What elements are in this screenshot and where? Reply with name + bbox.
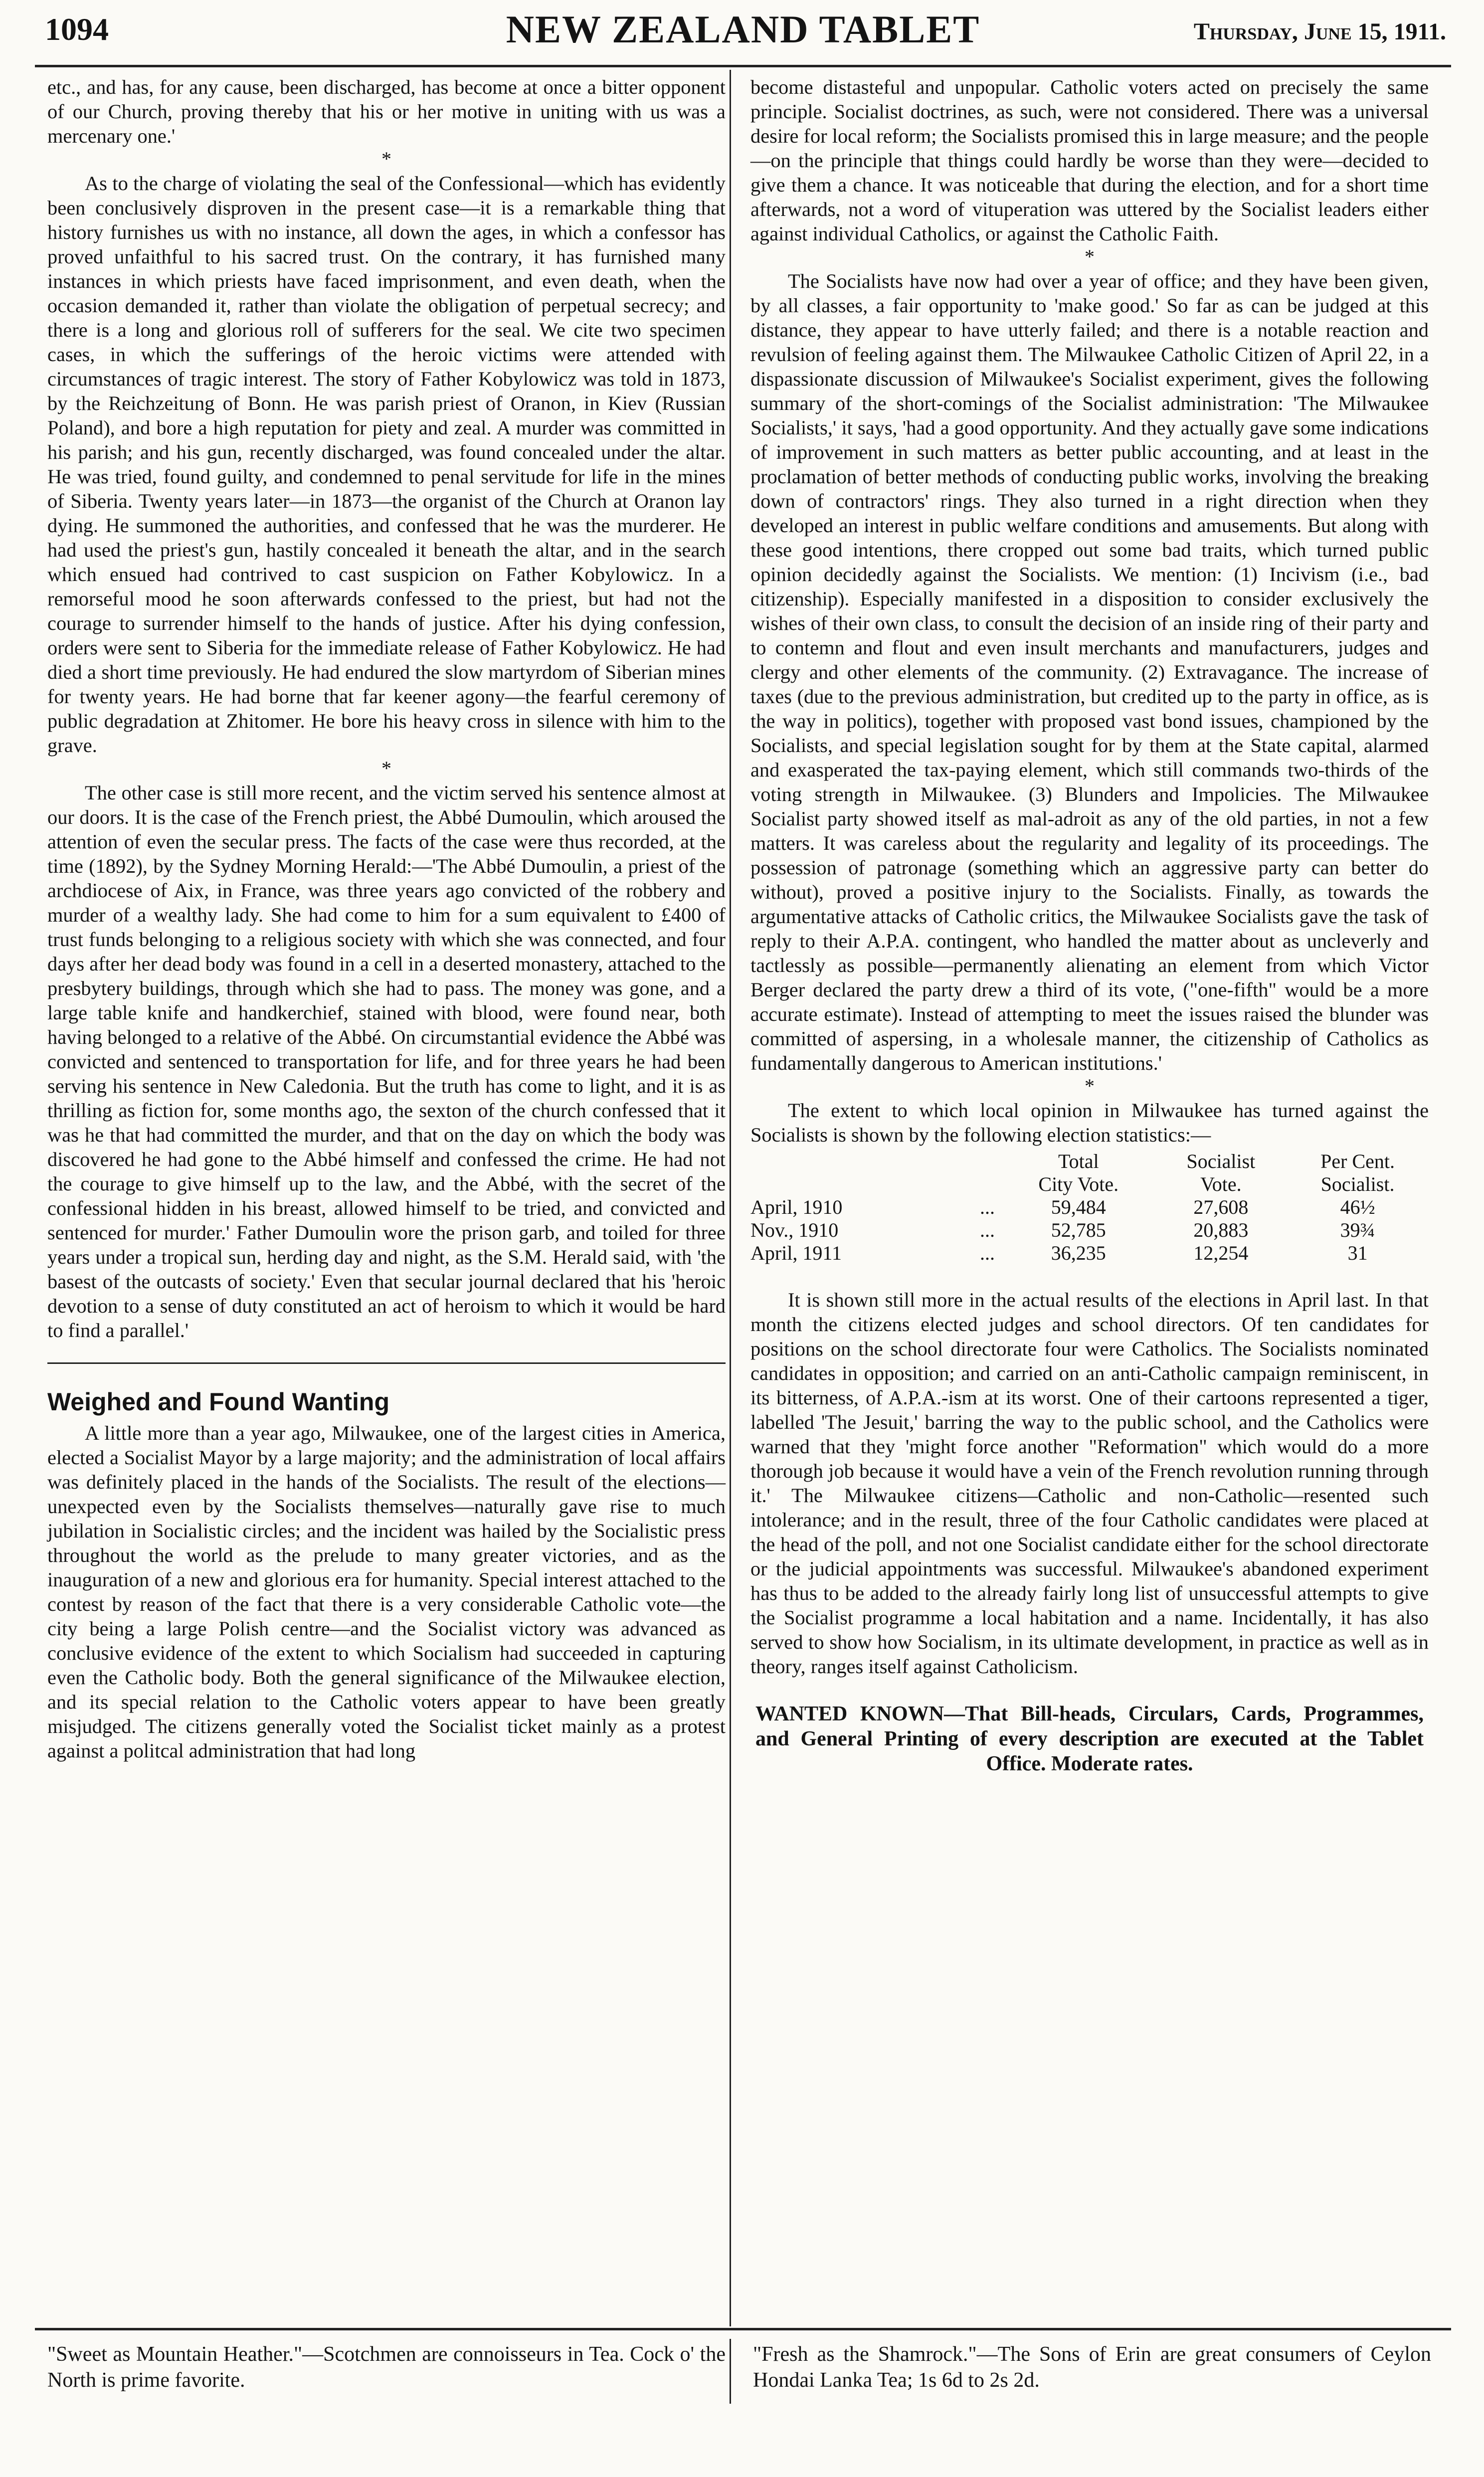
footer-divider [730,2339,731,2404]
table-header-cell: Per Cent. Socialist. [1320,1150,1395,1195]
article-paragraph: become distasteful and unpopular. Catholic voters acted on precisely the same principle. Socialist doctrines, as such, were not considered. There was a universal desire for local reform; the Socialists promised this in large measure; and the people—on the principle that things could hardly be worse than they were—decided to give them a chance. It was noticeable that during the election, and for a short time afterwards, not a word of vituperation was uttered by the Socialist leaders either against individual Catholics, or against the Catholic Faith. [750,76,1429,245]
table-cell: Nov., 1910 [750,1219,839,1241]
masthead-rule [35,65,1451,67]
section-star: * [1085,1075,1095,1097]
table-cell: 27,608 [1193,1196,1249,1218]
table-cell: 20,883 [1193,1219,1249,1241]
table-header-cell: Total City Vote. [1038,1150,1119,1195]
section-heading: Weighed and Found Wanting [47,1388,390,1416]
advertisement-text: WANTED KNOWN—That Bill-heads, Circulars, Cards, Programmes, and General Printing of every description are executed at the Tablet Office. Moderate rates. [755,1703,1424,1775]
heading-rule [47,1362,726,1364]
article-paragraph: A little more than a year ago, Milwaukee, one of the largest cities in America, elected a Socialist Mayor by a large majority; and the administration of local affairs was definitely placed in the hands of the Socialists. The result of the elections—unexpected even by the Socialists themselves—naturally gave rise to much jubilation in Socialistic circles; and the incident was hailed by the Socialistic press throughout the world as the prelude to many greater victories, and as the inauguration of a new and glorious era for humanity. Special interest attached to the contest by reason of the fact that there is a very considerable Catholic vote—the city being a large Polish centre—and the Socialist victory was advanced as conclusive evidence of the extent to which Socialism had succeeded in capturing even the Catholic body. Both the general significance of the Milwaukee election, and its special relation to the Catholic voters appear to have been greatly misjudged. The citizens generally voted the Socialist ticket mainly as a protest against a politcal administration that had long [47,1422,726,1762]
table-row [750,1242,1429,1265]
article-paragraph: It is shown still more in the actual results of the elections in April last. In that month the citizens elected judges and school directors. Of ten candidates for positions on the school directorate four were Catholics. The Socialists nominated candidates in opposition; and carried on an anti-Catholic campaign reminiscent, in its bitterness, of A.P.A.-ism at its worst. One of their cartoons represented a tiger, labelled 'The Jesuit,' barring the way to the public school, and the Catholics were warned that they 'might force another "Reformation" which would do a more thorough job because it would have a vein of the French revolution running through it.' The Milwaukee citizens—Catholic and non-Catholic—resented such intolerance; and in the result, three of the four Catholic candidates were placed at the head of the poll, and not one Socialist candidate either for the school directorate or the judicial appointments was successful. Milwaukee's abandoned experiment has thus to be added to the already fairly long list of unsuccessful attempts to give the Socialist programme a local habitation and a name. Incidentally, it has also served to show how Socialism, in its ultimate development, in practice as well as in theory, ranges itself against Catholicism. [750,1289,1429,1678]
section-star: * [381,148,391,170]
journal-title: NEW ZEALAND TABLET [506,7,980,51]
page-number: 1094 [45,11,109,47]
table-cell: 31 [1347,1242,1368,1264]
footer-ad-left: "Sweet as Mountain Heather."—Scotchmen are connoisseurs in Tea. Cock o' the North is prime favorite. [47,2343,726,2392]
election-statistics-table [750,1150,1429,1265]
table-cell: April, 1910 [750,1196,843,1218]
table-header-cell [750,1150,965,1196]
section-star: * [1085,245,1095,268]
article-paragraph: The extent to which local opinion in Milwaukee has turned against the Socialists is shown by the following election statistics:— [750,1099,1429,1146]
table-row [750,1219,1429,1242]
table-cell: 59,484 [1051,1196,1106,1218]
column-divider [730,70,731,2326]
table-cell: ... [980,1242,995,1264]
left-column [47,75,726,1763]
table-header-cell: Socialist Vote. [1186,1150,1256,1195]
article-paragraph: etc., and has, for any cause, been discharged, has become at once a bitter opponent of our Church, proving thereby that his or her motive in uniting with us was a mercenary one.' [47,76,726,147]
table-cell: 52,785 [1051,1219,1106,1241]
article-paragraph: As to the charge of violating the seal of the Confessional—which has evidently been conclusively disproven in the present case—it is a remarkable thing that history furnishes us with no instance, all down the ages, in which a confessor has proved unfaithful to his sacred trust. On the contrary, it has furnished many instances in which priests have faced imprisonment, and even death, when the occasion demanded it, rather than violate the obligation of perpetual secrecy; and there is a long and glorious roll of sufferers for the seal. We cite two specimen cases, in which the sufferings of the heroic victims were attended with circumstances of tragic interest. The story of Father Kobylowicz was told in 1873, by the Reichzeitung of Bonn. He was parish priest of Oranon, in Kiev (Russian Poland), and bore a high reputation for piety and zeal. A murder was committed in his parish; and his gun, recently discharged, was found concealed under the altar. He was tried, found guilty, and condemned to penal servitude for life in the mines of Siberia. Twenty years later—in 1873—the organist of the Church at Oranon lay dying. He summoned the authorities, and confessed that he was the murderer. He had used the priest's gun, hastily concealed it beneath the altar, and in the search which ensued had contrived to cast suspicion on Father Kobylowicz. In a remorseful mood he soon afterwards confessed to the priest, but had not the courage to surrender himself to the hands of justice. After his dying confession, orders were sent to Siberia for the immediate release of Father Kobylowicz. He had died a short time previously. He had endured the slow martyrdom of Siberian mines for twenty years. He had borne that far keener agony—the fearful ceremony of public degradation at Zhitomer. He bore his heavy cross in silence with him to the grave. [47,172,726,757]
table-cell: ... [980,1219,995,1241]
tablet-office-advertisement [750,1702,1429,1776]
table-header-row [750,1150,1429,1196]
article-paragraph: The Socialists have now had over a year of office; and they have been given, by all classes, a fair opportunity to 'make good.' So far as can be judged at this distance, they appear to have utterly failed; and there is a notable reaction and revulsion of feeling against them. The Milwaukee Catholic Citizen of April 22, in a dispassionate discussion of Milwaukee's Socialist experiment, gives the following summary of the short-comings of the Socialist administration: 'The Milwaukee Socialists,' it says, 'had a good opportunity. And they actually gave some indications of improvement in such matters as better public accounting, and at least in the proclamation of better methods of conducting public works, involving the breaking down of contractors' rings. They also turned in a right direction when they developed an interest in public welfare conditions and amusements. But along with these good intentions, there cropped out some bad traits, which turned public opinion decidedly against the Socialists. We mention: (1) Incivism (i.e., bad citizenship). Especially manifested in a disposition to consider exclusively the wishes of their own class, to consult the decision of an inside ring of their party and to contemn and flout and even insult merchants and manufacturers, judges and clergy and other elements of the community. (2) Extravagance. The increase of taxes (due to the previous administration, but credited up to the party in office, as is the way in politics), together with proposed vast bond issues, championed by the Socialists, and special legislation sought for by them at the State capital, alarmed and exasperated the tax-paying element, which still commands two-thirds of the voting strength in Milwaukee. (3) Blunders and Impolicies. The Milwaukee Socialist party showed itself as mal-adroit as any of the old parties, in not a few matters. It was careless about the regularity and legality of its proceedings. The possession of patronage (something which an aggressive party can better do without), proved a positive injury to the Socialists. Finally, as towards the argumentative attacks of Catholic critics, the Milwaukee Socialists gave the task of reply to their A.P.A. contingent, who handled the matter about as uncleverly and tactlessly as possible—permanently alienating an element from which Victor Berger declared the party drew a third of its vote, ("one-fifth" would be a more accurate estimate). Instead of attempting to meet the issues raised the blunder was committed of aspersing, in a wholesale manner, the citizenship of Catholics as fundamentally dangerous to American institutions.' [750,270,1429,1074]
issue-date: Thursday, June 15, 1911. [1193,18,1446,45]
table-cell: 39¾ [1340,1219,1375,1241]
table-row [750,1196,1429,1219]
table-cell: 36,235 [1051,1242,1106,1264]
right-column [750,75,1429,1776]
article-paragraph: The other case is still more recent, and the victim served his sentence almost at our doors. It is the case of the French priest, the Abbé Dumoulin, which aroused the attention of even the secular press. The facts of the case were thus recorded, at the time (1892), by the Sydney Morning Herald:—'The Abbé Dumoulin, a priest of the archdiocese of Aix, in France, was three years ago convicted of the robbery and murder of a wealthy lady. She had come to him for a sum equivalent to £400 of trust funds belonging to a religious society with which she was connected, and four days after her dead body was found in a cell in a deserted monastery, attached to the presbytery buildings, through which she had to pass. The money was gone, and a large table knife and handkerchief, stained with blood, were found near, both having belonged to a relative of the Abbé. On circumstantial evidence the Abbé was convicted and sentenced to transportation for life, and for three years he had been serving his sentence in New Caledonia. But the truth has come to light, and it is as thrilling as fiction for, some months ago, the sexton of the church confessed that it was he that had committed the murder, and that on the day on which the body was discovered he had gone to the Abbé himself and confessed the crime. He had not the courage to give himself up to the law, and the Abbé, with the secret of the confessional hidden in his breast, allowed himself to be tried, and convicted and sentenced for murder.' Father Dumoulin wore the prison garb, and toiled for three years under a tropical sun, herding day and night, as the S.M. Herald said, with 'the basest of the outcasts of society.' Even that secular journal declared that his 'heroic devotion to a sense of duty constituted an act of heroism to which it would be hard to find a parallel.' [47,781,726,1341]
table-cell: April, 1911 [750,1242,842,1264]
footer-rule [35,2328,1451,2330]
masthead [35,4,1451,64]
table-cell: 12,254 [1193,1242,1249,1264]
table-header-cell [965,1150,1002,1196]
table-cell: 46½ [1340,1196,1375,1218]
section-star: * [381,757,391,779]
footer-ad-right: "Fresh as the Shamrock."—The Sons of Erin are great consumers of Ceylon Hondai Lanka Tea; 1s 6d to 2s 2d. [753,2343,1431,2392]
table-cell: ... [980,1196,995,1218]
